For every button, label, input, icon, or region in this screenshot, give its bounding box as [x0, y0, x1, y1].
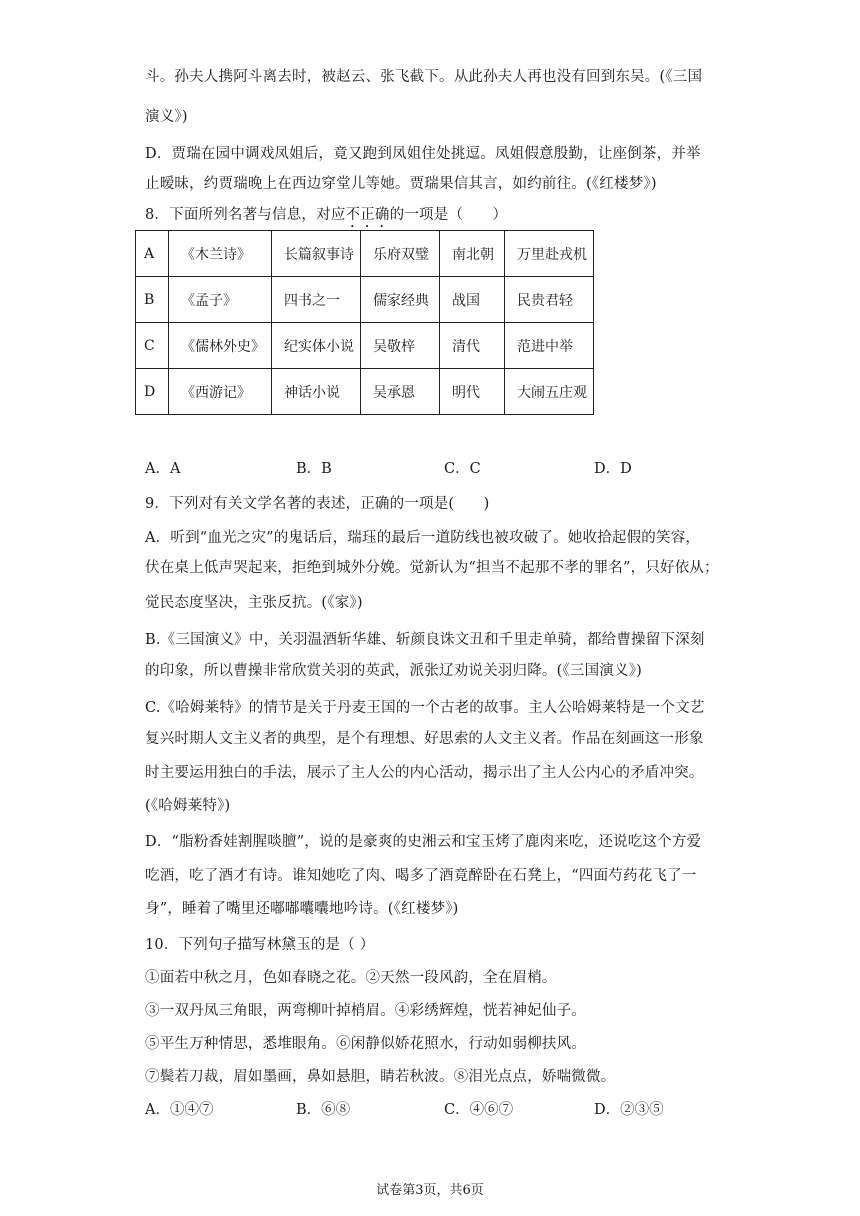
q10-option-b[interactable]: B．⑥⑧ [296, 1102, 351, 1118]
q8-option-c[interactable]: C．C [444, 461, 481, 477]
table-cell: 纪实体小说 [272, 323, 361, 369]
q8-table [135, 230, 594, 415]
table-row [136, 231, 594, 277]
q8-option-b[interactable]: B．B [296, 461, 332, 477]
table-cell: 战国 [440, 277, 505, 323]
table-cell: 明代 [440, 369, 505, 415]
q7-c-text-line: 斗。孙夫人携阿斗离去时，被赵云、张飞截下。从此孙夫人再也没有回到东吴。(《三国 [145, 69, 703, 85]
q10-stem: 10．下列句子描写林黛玉的是（ ） [145, 937, 375, 953]
q9-text-line: 吃酒，吃了酒才有诗。谁知她吃了肉、喝多了酒竟醉卧在石凳上，“四面芍药花飞了一 [145, 868, 697, 884]
table-cell: 民贵君轻 [505, 277, 594, 323]
q9-text-line: 身”，睡着了嘴里还嘟嘟囔囔地吟诗。(《红楼梦》) [145, 901, 459, 917]
q10-option-a[interactable]: A．①④⑦ [145, 1102, 214, 1118]
q10-option-c[interactable]: C．④⑥⑦ [444, 1102, 514, 1118]
q9-text-line: 时主要运用独白的手法，展示了主人公的内心活动，揭示出了主人公内心的矛盾冲突。 [145, 765, 704, 781]
table-cell: 吴承恩 [361, 369, 440, 415]
q7-option-d-line: D．贾瑞在园中调戏凤姐后，竟又跑到凤姐住处挑逗。凤姐假意殷勤，让座倒茶，并举 [145, 146, 701, 162]
table-cell: 万里赴戎机 [505, 231, 594, 277]
table-cell: 大闹五庄观 [505, 369, 594, 415]
table-cell: 四书之一 [272, 277, 361, 323]
q10-text-line: ⑦鬓若刀裁，眉如墨画，鼻如悬胆，睛若秋波。⑧泪光点点，娇喘微微。 [145, 1069, 616, 1085]
table-cell: D [136, 369, 169, 415]
q7-c-text-line: 演义》) [145, 109, 188, 125]
q8-stem-prefix: 8．下面所列名著与信息，对应 [145, 207, 346, 223]
table-cell: B [136, 277, 169, 323]
table-cell: 《儒林外史》 [169, 323, 272, 369]
table-cell: 乐府双璧 [361, 231, 440, 277]
q9-text-line: (《哈姆莱特》) [145, 798, 231, 814]
table-cell: 吴敬梓 [361, 323, 440, 369]
table-row [136, 323, 594, 369]
table-cell: 神话小说 [272, 369, 361, 415]
table-cell: C [136, 323, 169, 369]
table-cell: A [136, 231, 169, 277]
q9-text-line: 觉民态度坚决，主张反抗。(《家》) [145, 595, 363, 611]
table-cell: 清代 [440, 323, 505, 369]
table-cell: 《孟子》 [169, 277, 272, 323]
q10-text-line: ①面若中秋之月，色如春晓之花。②天然一段风韵，全在眉梢。 [145, 970, 557, 986]
page-footer: 试卷第3页，共6页 [376, 1183, 484, 1198]
q8-stem-emphasis: 不正确 [345, 207, 390, 223]
q9-text-line: 伏在桌上低声哭起来，拒绝到城外分娩。觉新认为“担当不起那不孝的罪名”，只好依从； [145, 560, 719, 576]
q10-text-line: ③一双丹凤三角眼，两弯柳叶掉梢眉。④彩绣辉煌，恍若神妃仙子。 [145, 1003, 586, 1019]
table-cell: 《木兰诗》 [169, 231, 272, 277]
table-cell: 长篇叙事诗 [272, 231, 361, 277]
q9-text-line: A．听到“血光之灾”的鬼话后，瑞珏的最后一道防线也被攻破了。她收拾起假的笑容， [145, 530, 701, 546]
q8-option-a[interactable]: A．A [145, 461, 181, 477]
table-row [136, 277, 594, 323]
q9-text-line: B.《三国演义》中，关羽温酒斩华雄、斩颜良诛文丑和千里走单骑，都给曹操留下深刻 [145, 632, 705, 648]
q10-option-d[interactable]: D．②③⑤ [594, 1102, 664, 1118]
q8-option-d[interactable]: D．D [594, 461, 632, 477]
table-cell: 南北朝 [440, 231, 505, 277]
q9-stem: 9．下列对有关文学名著的表述，正确的一项是( ) [145, 496, 490, 512]
table-row [136, 369, 594, 415]
q9-text-line: 的印象，所以曹操非常欣赏关羽的英武，派张辽劝说关羽归降。(《三国演义》) [145, 663, 643, 679]
table-cell: 儒家经典 [361, 277, 440, 323]
q8-stem-suffix: 的一项是（ ） [389, 207, 508, 223]
q8-stem [145, 205, 750, 225]
q10-text-line: ⑤平生万种情思，悉堆眼角。⑥闲静似娇花照水，行动如弱柳扶风。 [145, 1036, 586, 1052]
q9-text-line: 复兴时期人文主义者的典型，是个有理想、好思索的人文主义者。作品在刻画这一形象 [145, 731, 704, 747]
q9-text-line: D．“脂粉香娃割腥啖膻”，说的是豪爽的史湘云和宝玉烤了鹿肉来吃，还说吃这个方爱 [145, 834, 702, 850]
table-cell: 范进中举 [505, 323, 594, 369]
q9-text-line: C.《哈姆莱特》的情节是关于丹麦王国的一个古老的故事。主人公哈姆莱特是一个文艺 [145, 700, 705, 716]
table-cell: 《西游记》 [169, 369, 272, 415]
q7-option-d-line: 止暧昧，约贾瑞晚上在西边穿堂儿等她。贾瑞果信其言，如约前往。(《红楼梦》) [145, 176, 657, 192]
